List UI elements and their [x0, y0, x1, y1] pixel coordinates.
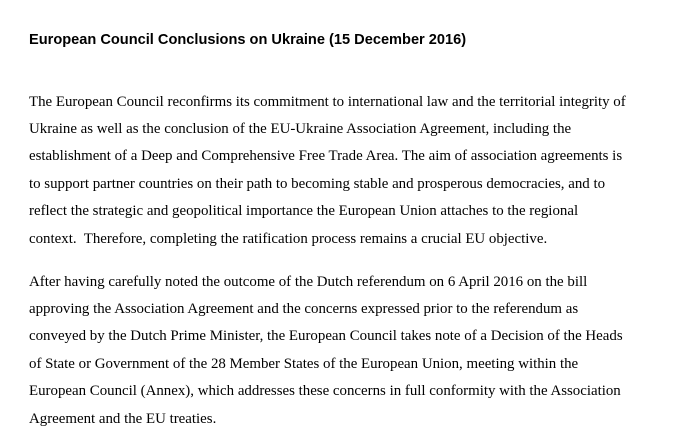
paragraph-1-line: reflect the strategic and geopolitical importance the European Union attaches to the regional — [29, 203, 579, 219]
paragraph-2-line: After having carefully noted the outcome of the Dutch referendum on 6 April 2016 on the bill — [29, 274, 588, 290]
paragraph-2-line: Agreement and the EU treaties. — [29, 411, 217, 427]
document-title: European Council Conclusions on Ukraine (15 December 2016) — [29, 32, 467, 48]
paragraph-1-line: context. Therefore, completing the ratification process remains a crucial EU objective. — [29, 231, 548, 247]
paragraph-2-line: conveyed by the Dutch Prime Minister, the European Council takes note of a Decision of the Heads — [29, 328, 623, 344]
paragraph-2-line: of State or Government of the 28 Member States of the European Union, meeting within the — [29, 356, 579, 372]
paragraph-1-line: to support partner countries on their path to becoming stable and prosperous democracies, and to — [29, 176, 606, 192]
paragraph-1-line: The European Council reconfirms its commitment to international law and the territorial integrity of — [29, 94, 626, 110]
paragraph-1-line: Ukraine as well as the conclusion of the EU-Ukraine Association Agreement, including the — [29, 121, 572, 137]
paragraph-1-line: establishment of a Deep and Comprehensive Free Trade Area. The aim of association agreements is — [29, 148, 623, 164]
paragraph-2-line: approving the Association Agreement and the concerns expressed prior to the referendum as — [29, 301, 579, 317]
paragraph-2-line: European Council (Annex), which addresses these concerns in full conformity with the Association — [29, 383, 621, 399]
